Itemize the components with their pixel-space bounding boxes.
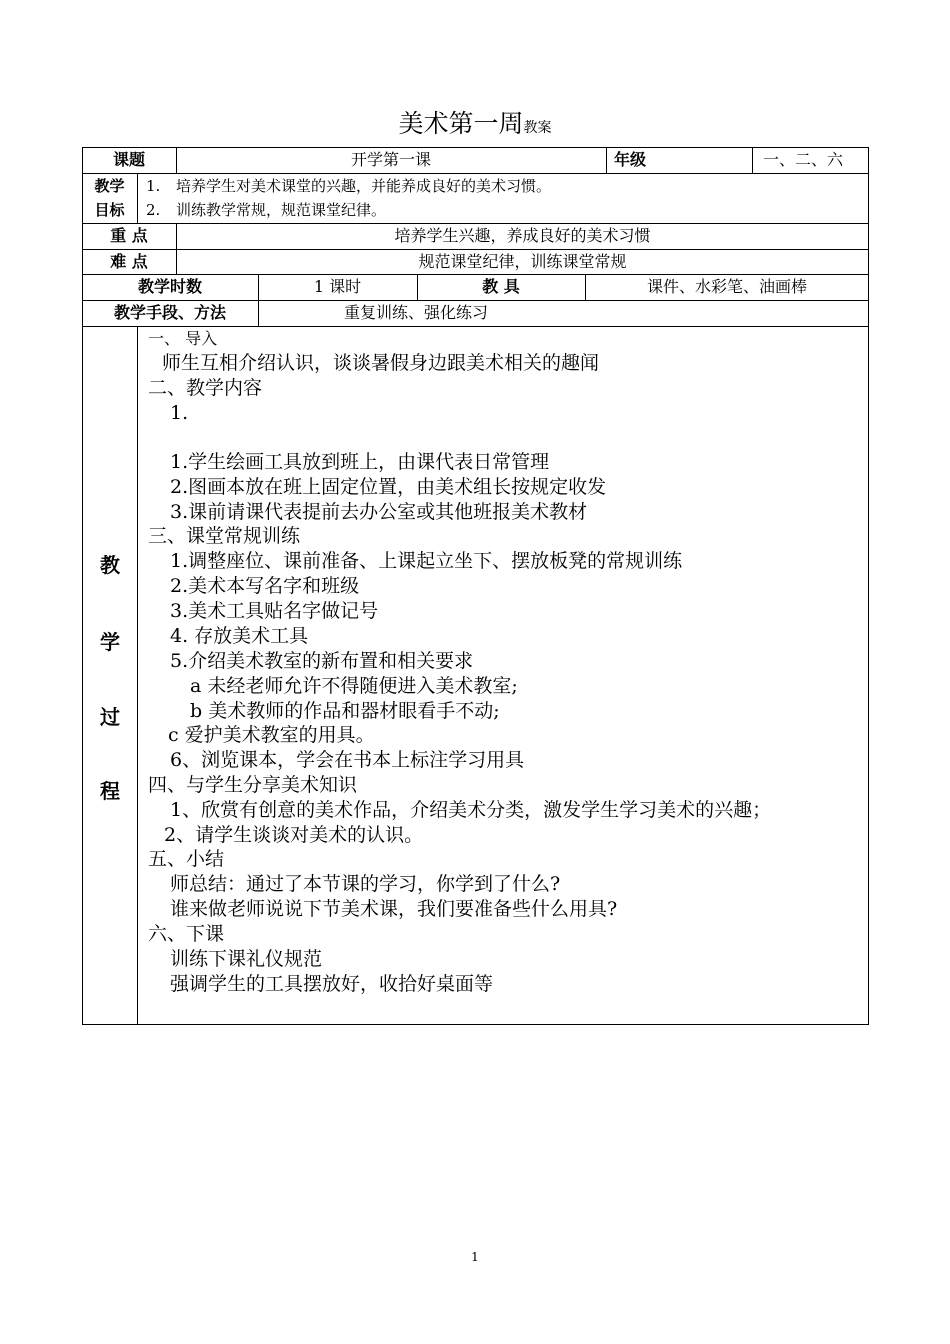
objective-item (146, 175, 551, 197)
page-number: 1 (471, 1250, 479, 1264)
process-line: 2.图画本放在班上固定位置，由美术组长按规定收发 (170, 476, 607, 498)
key-point-value: 培养学生兴趣，养成良好的美术习惯 (394, 226, 651, 245)
process-line: 二、教学内容 (148, 377, 263, 399)
hours-label: 教学时数 (137, 277, 202, 296)
process-line: b 美术教师的作品和器材眼看手不动; (190, 700, 500, 722)
grade-label: 年级 (614, 150, 647, 169)
objective-num: 1. (146, 177, 161, 195)
process-line: 六、下课 (148, 923, 225, 945)
process-label-char: 教 (100, 553, 120, 577)
process-line: 6、浏览课本，学会在书本上标注学习用具 (170, 749, 525, 771)
process-line: 师总结：通过了本节课的学习，你学到了什么? (170, 873, 561, 895)
grade-value: 一、二、六 (763, 150, 844, 169)
page-title (0, 104, 950, 140)
process-line: 2、请学生谈谈对美术的认识。 (164, 824, 424, 846)
methods-label: 教学手段、方法 (113, 303, 226, 322)
process-line: 谁来做老师说说下节美术课，我们要准备些什么用具? (170, 898, 618, 920)
process-label-char: 学 (100, 630, 120, 654)
difficulty-label: 难 点 (110, 252, 148, 271)
process-line: 3.美术工具贴名字做记号 (170, 600, 379, 622)
difficulty-value: 规范课堂纪律，训练课堂常规 (418, 252, 627, 271)
hours-value: 1 课时 (313, 277, 362, 296)
methods-value: 重复训练、强化练习 (344, 303, 489, 322)
process-line: 四、与学生分享美术知识 (148, 774, 358, 796)
objective-text: 培养学生对美术课堂的兴趣，并能养成良好的美术习惯。 (176, 177, 552, 195)
process-line: 1. (170, 402, 189, 424)
objective-text: 训练教学常规，规范课堂纪律。 (176, 201, 387, 219)
title-main: 美术第一周 (398, 109, 524, 138)
process-line: c 爱护美术教室的用具。 (168, 724, 375, 746)
process-line: 1、欣赏有创意的美术作品，介绍美术分类，激发学生学习美术的兴趣； (170, 799, 772, 821)
process-line: 师生互相介绍认识，谈谈暑假身边跟美术相关的趣闻 (162, 352, 600, 374)
objectives-label-2: 目标 (94, 201, 125, 219)
process-line: 强调学生的工具摆放好，收拾好桌面等 (170, 973, 494, 995)
process-label-char: 过 (100, 705, 120, 729)
objective-num: 2. (146, 201, 161, 219)
key-point-label: 重 点 (110, 226, 148, 245)
process-line: 4. 存放美术工具 (170, 625, 309, 647)
process-line: 五、小结 (148, 848, 225, 870)
process-line: 3.课前请课代表提前去办公室或其他班报美术教材 (170, 501, 588, 523)
process-line: 5.介绍美术教室的新布置和相关要求 (170, 650, 474, 672)
process-line: 一、 导入 (148, 329, 218, 348)
tools-value: 课件、水彩笔、油画棒 (646, 277, 807, 296)
process-line: 2.美术本写名字和班级 (170, 575, 360, 597)
process-line: 1.学生绘画工具放到班上，由课代表日常管理 (170, 451, 550, 473)
objective-item (146, 199, 386, 221)
objectives-label-1: 教学 (94, 177, 125, 195)
tools-label: 教 具 (482, 277, 520, 296)
process-label-char: 程 (100, 779, 120, 803)
process-line: 训练下课礼仪规范 (170, 948, 323, 970)
title-sub: 教案 (523, 120, 552, 136)
topic-label: 课题 (112, 150, 145, 169)
process-line: a 未经老师允许不得随便进入美术教室; (190, 675, 518, 697)
topic-value: 开学第一课 (350, 150, 431, 169)
process-line: 三、课堂常规训练 (148, 525, 301, 547)
process-line: 1.调整座位、课前准备、上课起立坐下、摆放板凳的常规训练 (170, 550, 683, 572)
